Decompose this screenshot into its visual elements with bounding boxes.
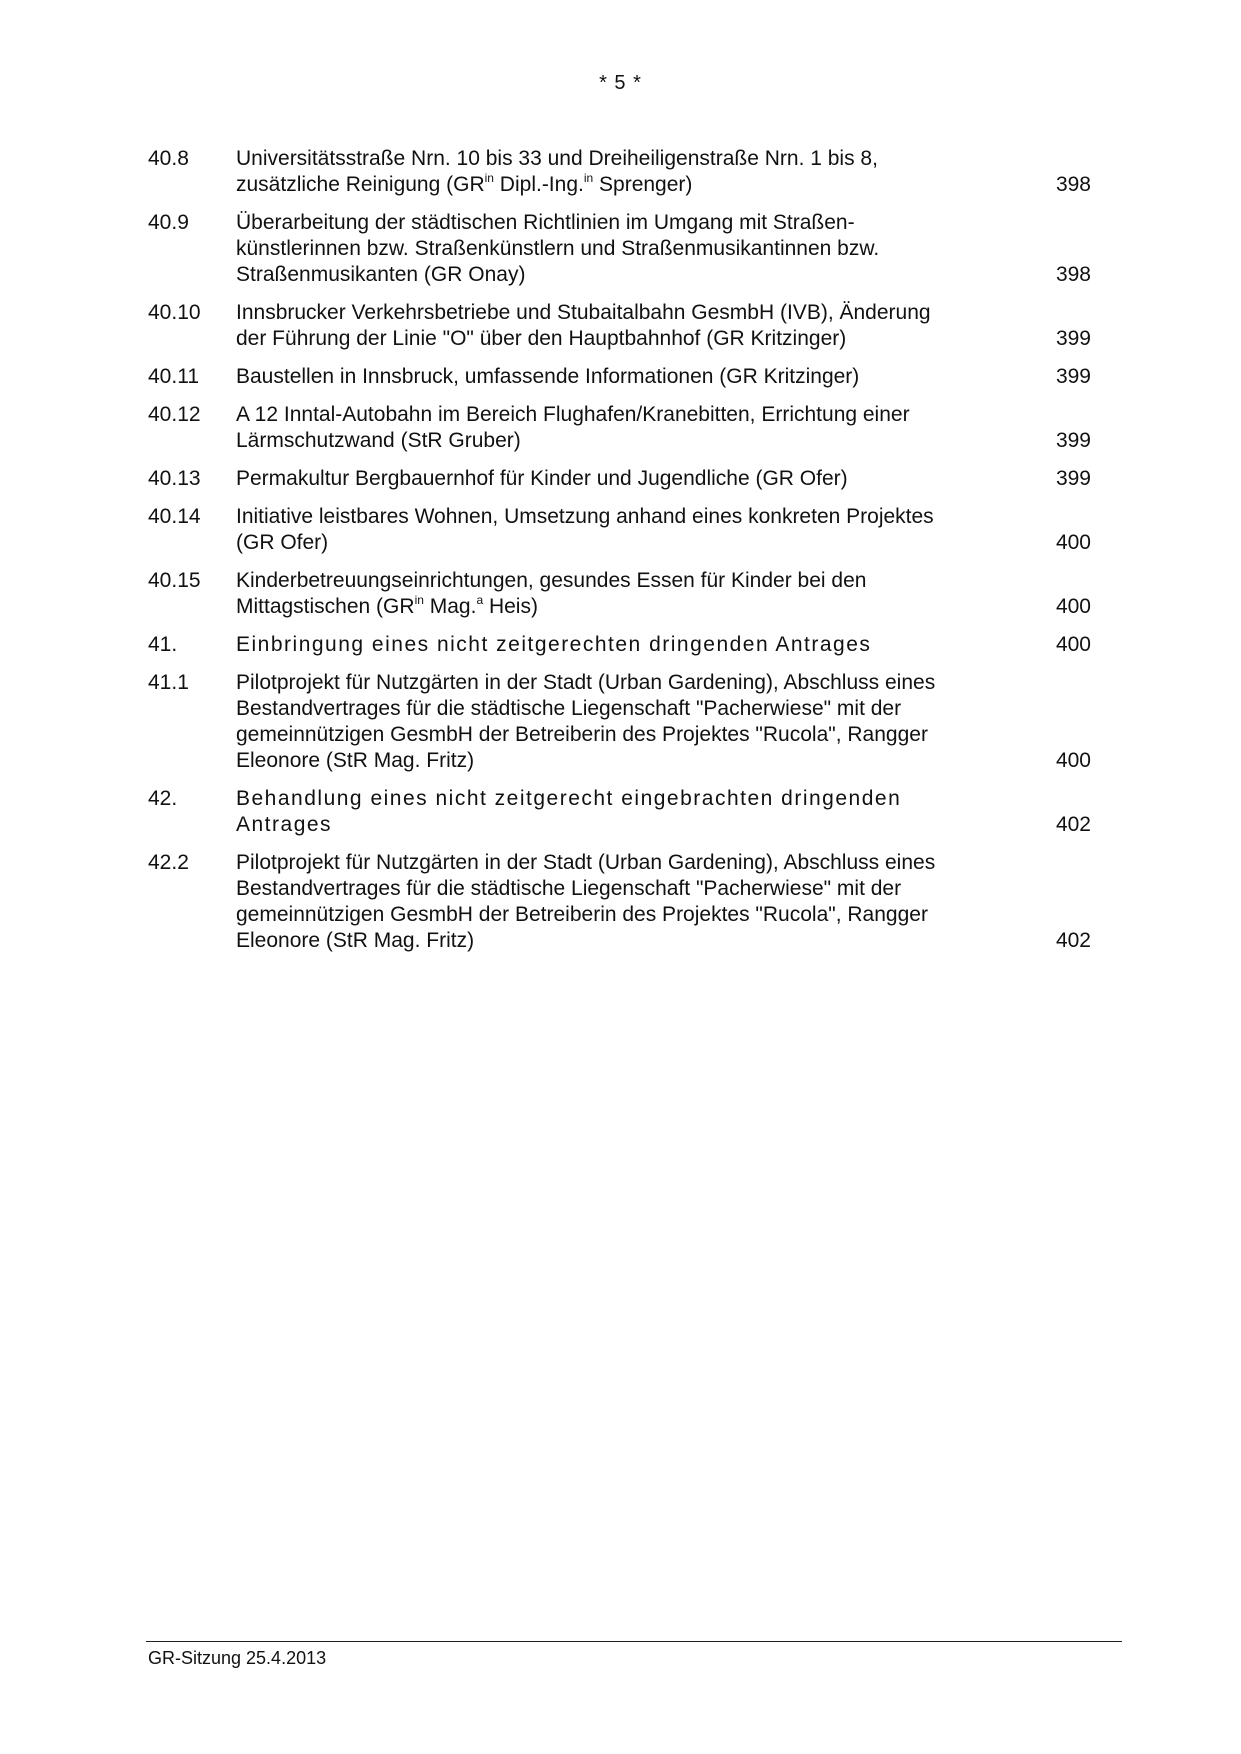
page-number: * 5 *: [599, 72, 642, 94]
title-text: Überarbeitung der städtischen Richtlinien im Umgang mit Straßen-: [236, 211, 855, 234]
toc-entry: [148, 364, 1091, 390]
entry-title-line: [236, 172, 1011, 198]
toc-entry: [148, 466, 1091, 492]
entry-page: 399: [1055, 365, 1091, 388]
entry-title-line: [236, 504, 1011, 530]
entry-title-line: [236, 466, 1011, 492]
entry-title: [236, 850, 1031, 954]
entry-title: [236, 786, 1031, 838]
title-text: gemeinnützigen GesmbH der Betreiberin des Projektes "Rucola", Rangger: [236, 723, 928, 746]
entry-number: 40.12: [148, 403, 201, 426]
entry-title-line: [236, 364, 1011, 390]
entry-title: [236, 402, 1031, 454]
title-text: Behandlung eines nicht zeitgerecht eingebrachten dringenden: [236, 787, 902, 810]
entry-title-line: [236, 300, 1011, 326]
entry-title-line: [236, 850, 1011, 876]
footer-rule: [146, 1641, 1122, 1642]
toc-entry: [148, 786, 1091, 838]
entry-title-line: [236, 568, 1011, 594]
entry-page: 402: [1055, 813, 1091, 836]
entry-page: 399: [1055, 429, 1091, 452]
entry-number: 40.14: [148, 505, 201, 528]
entry-number: 41.1: [148, 671, 189, 694]
entry-number: 40.9: [148, 211, 189, 234]
entry-number: 42.: [148, 787, 178, 810]
title-text: Lärmschutzwand (StR Gruber): [236, 429, 521, 452]
entry-title-line: [236, 748, 1011, 774]
entry-page: 400: [1055, 749, 1091, 772]
title-text: gemeinnützigen GesmbH der Betreiberin des Projektes "Rucola", Rangger: [236, 903, 928, 926]
entry-title-line: [236, 262, 1011, 288]
entry-title-line: [236, 428, 1011, 454]
title-text: künstlerinnen bzw. Straßenkünstlern und Straßenmusikantinnen bzw.: [236, 237, 880, 260]
entry-title: [236, 300, 1031, 352]
entry-title-line: [236, 632, 1011, 658]
toc-entry: [148, 402, 1091, 454]
entry-title-line: [236, 402, 1011, 428]
entry-title: [236, 146, 1031, 198]
entry-title: [236, 568, 1031, 620]
entry-title-line: [236, 786, 1011, 812]
entry-page: 398: [1055, 173, 1091, 196]
entry-page: 398: [1055, 263, 1091, 286]
title-text: Permakultur Bergbauernhof für Kinder und Jugendliche (GR Ofer): [236, 467, 848, 490]
entry-number: 40.8: [148, 147, 189, 170]
entry-page: 399: [1055, 327, 1091, 350]
title-text: Antrages: [236, 813, 333, 836]
title-text: Mag.: [423, 595, 477, 618]
entry-title: [236, 364, 1031, 390]
toc-entry: [148, 146, 1091, 198]
entry-title-line: [236, 670, 1011, 696]
entry-title-line: [236, 876, 1011, 902]
entry-number: 41.: [148, 633, 178, 656]
title-text: (GR Ofer): [236, 531, 329, 554]
entry-title-line: [236, 722, 1011, 748]
entry-title: [236, 632, 1031, 658]
title-text: Bestandvertrages für die städtische Liegenschaft "Pacherwiese" mit der: [236, 877, 902, 900]
title-text: Innsbrucker Verkehrsbetriebe und Stubaitalbahn GesmbH (IVB), Änderung: [236, 301, 931, 324]
entry-number: 42.2: [148, 851, 189, 874]
title-text: A 12 Inntal-Autobahn im Bereich Flughafen/Kranebitten, Errichtung einer: [236, 403, 910, 426]
entry-title: [236, 670, 1031, 774]
entry-page: 402: [1055, 929, 1091, 952]
title-text: Straßenmusikanten (GR Onay): [236, 263, 526, 286]
entry-number: 40.13: [148, 467, 201, 490]
title-text: Universitätsstraße Nrn. 10 bis 33 und Dreiheiligenstraße Nrn. 1 bis 8,: [236, 147, 878, 170]
title-text: Dipl.-Ing.: [493, 173, 584, 196]
entry-number: 40.15: [148, 569, 201, 592]
title-text: Einbringung eines nicht zeitgerechten dringenden Antrages: [236, 633, 872, 656]
entry-title: [236, 210, 1031, 288]
title-text: Bestandvertrages für die städtische Liegenschaft "Pacherwiese" mit der: [236, 697, 902, 720]
entry-page: 400: [1055, 531, 1091, 554]
toc-entry: [148, 504, 1091, 556]
entry-page: 399: [1055, 467, 1091, 490]
toc-entry: [148, 670, 1091, 774]
title-text: Initiative leistbares Wohnen, Umsetzung anhand eines konkreten Projektes: [236, 505, 934, 528]
title-text: Heis): [483, 595, 538, 618]
title-text: Sprenger): [593, 173, 693, 196]
superscript-text: a: [476, 593, 484, 607]
toc-entry: [148, 850, 1091, 954]
entry-title: [236, 504, 1031, 556]
entry-title-line: [236, 594, 1011, 620]
entry-title-line: [236, 236, 1011, 262]
toc-entry: [148, 210, 1091, 288]
superscript-text: in: [414, 593, 424, 607]
entry-number: 40.11: [148, 365, 199, 388]
entry-title: [236, 466, 1031, 492]
entry-title-line: [236, 928, 1011, 954]
entry-title-line: [236, 902, 1011, 928]
toc-entry: [148, 632, 1091, 658]
title-text: der Führung der Linie "O" über den Hauptbahnhof (GR Kritzinger): [236, 327, 847, 350]
title-text: Eleonore (StR Mag. Fritz): [236, 749, 475, 772]
toc-entry: [148, 568, 1091, 620]
entry-page: 400: [1055, 633, 1091, 656]
title-text: Pilotprojekt für Nutzgärten in der Stadt (Urban Gardening), Abschluss eines: [236, 671, 936, 694]
title-text: Kinderbetreuungseinrichtungen, gesundes Essen für Kinder bei den: [236, 569, 867, 592]
title-text: Baustellen in Innsbruck, umfassende Informationen (GR Kritzinger): [236, 365, 860, 388]
entry-title-line: [236, 530, 1011, 556]
entry-title-line: [236, 146, 1011, 172]
title-text: Eleonore (StR Mag. Fritz): [236, 929, 475, 952]
entry-number: 40.10: [148, 301, 201, 324]
superscript-text: in: [583, 171, 594, 185]
title-text: Mittagstischen (GR: [236, 595, 415, 618]
table-of-contents: [148, 146, 1091, 966]
toc-entry: [148, 300, 1091, 352]
entry-title-line: [236, 210, 1011, 236]
footer-text: GR-Sitzung 25.4.2013: [148, 1648, 327, 1668]
superscript-text: in: [484, 171, 494, 185]
entry-title-line: [236, 812, 1011, 838]
title-text: zusätzliche Reinigung (GR: [236, 173, 485, 196]
entry-title-line: [236, 326, 1011, 352]
entry-page: 400: [1055, 595, 1091, 618]
entry-title-line: [236, 696, 1011, 722]
title-text: Pilotprojekt für Nutzgärten in der Stadt (Urban Gardening), Abschluss eines: [236, 851, 936, 874]
